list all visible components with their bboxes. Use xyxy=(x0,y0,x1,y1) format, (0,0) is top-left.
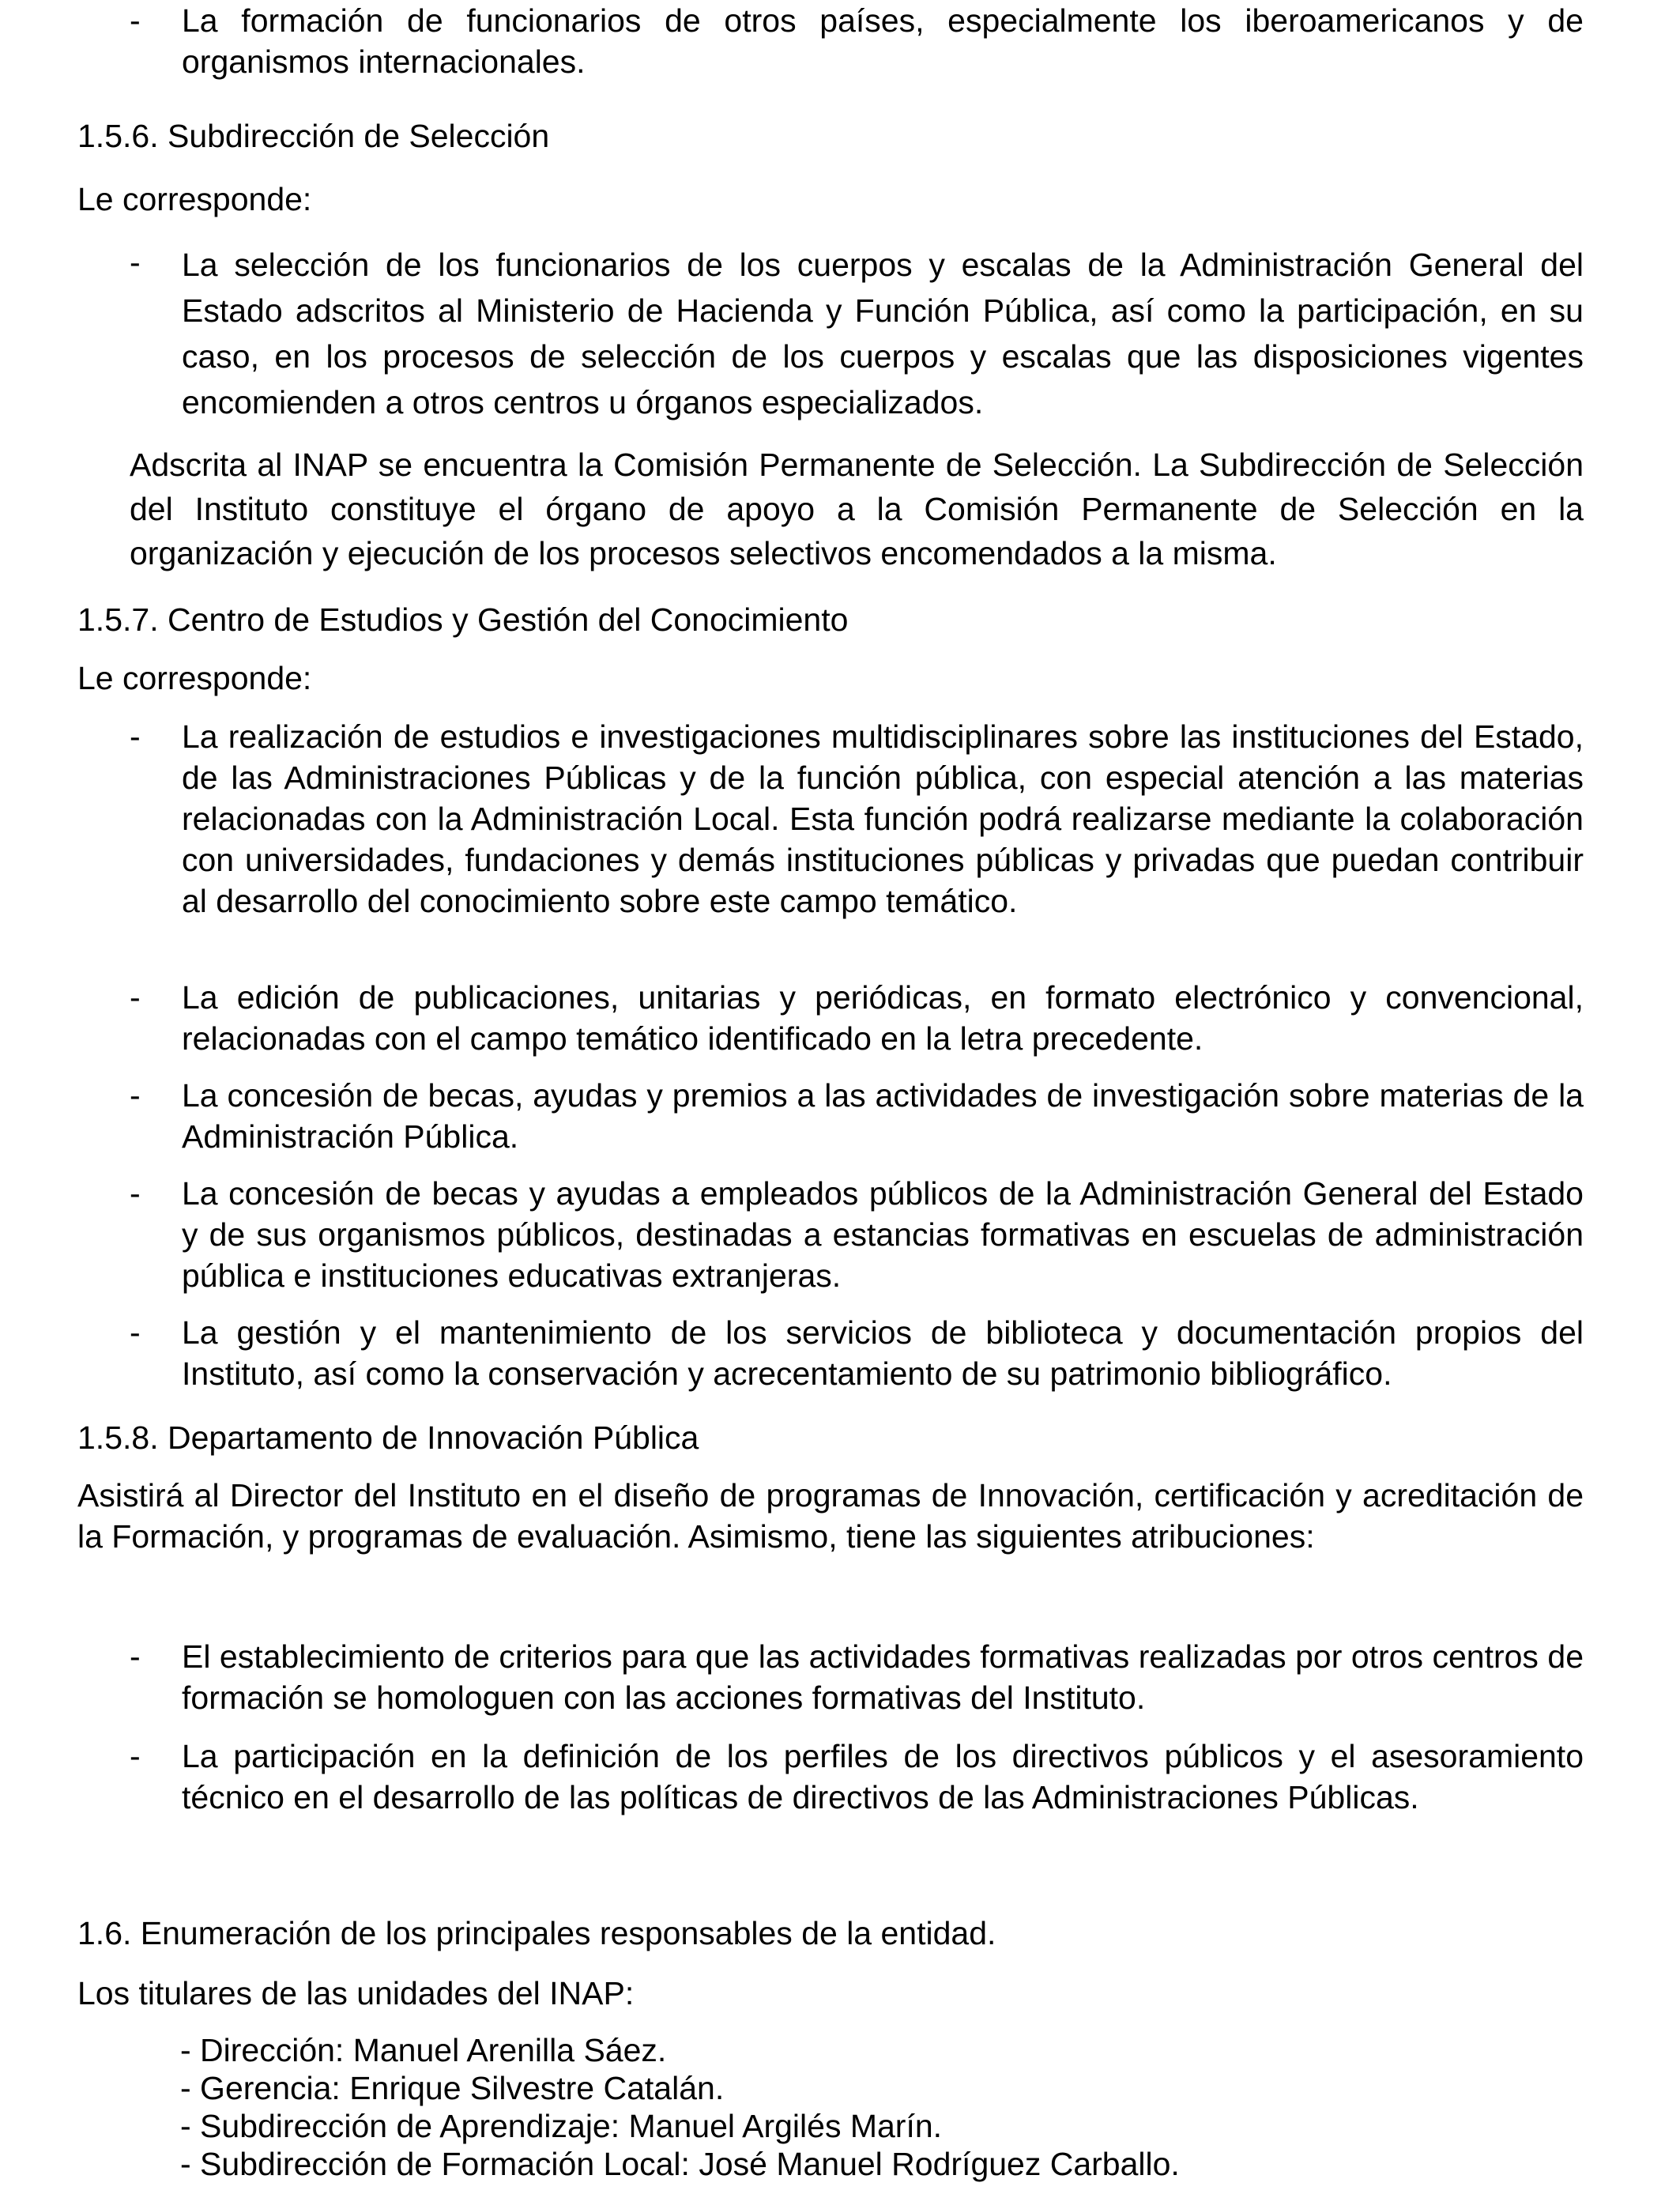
section-158-intro: Asistirá al Director del Instituto en el diseño de programas de Innovación, certificación y acreditación de la Formación, y programas de evaluación. Asimismo, tiene las siguientes atribuciones: xyxy=(77,1477,1584,1555)
bullet-dash: - xyxy=(130,1638,141,1675)
responsible-list-item: - Dirección: Manuel Arenilla Sáez. xyxy=(180,2032,667,2068)
responsible-name: Gerencia: Enrique Silvestre Catalán. xyxy=(200,2070,725,2106)
section-156-heading: 1.5.6. Subdirección de Selección xyxy=(77,118,550,154)
section-158-item: El establecimiento de criterios para que las actividades formativas realizadas por otros centros de formación se homologuen con las acciones formativas del Instituto. xyxy=(182,1638,1584,1716)
section-16-heading: 1.6. Enumeración de los principales responsables de la entidad. xyxy=(77,1915,996,1951)
section-157-heading: 1.5.7. Centro de Estudios y Gestión del Conocimiento xyxy=(77,601,849,638)
responsible-name: Subdirección de Aprendizaje: Manuel Argilés Marín. xyxy=(200,2108,943,2144)
section-157-item: La gestión y el mantenimiento de los servicios de biblioteca y documentación propios del Instituto, así como la conservación y acrecentamiento de su patrimonio bibliográfico. xyxy=(182,1314,1584,1392)
section-158-item: La participación en la definición de los perfiles de los directivos públicos y el asesoramiento técnico en el desarrollo de las políticas de directivos de las Administraciones Públicas. xyxy=(182,1738,1584,1815)
bullet-dash: - xyxy=(130,1175,141,1212)
section-156-item: La selección de los funcionarios de los cuerpos y escalas de la Administración General del Estado adscritos al Ministerio de Hacienda y Función Pública, así como la participación, en su caso, en los procesos de selección de los cuerpos y escalas que las disposiciones vigentes encomienden a otros centros u órganos especializados. xyxy=(182,247,1584,420)
section-157-item: La realización de estudios e investigaciones multidisciplinares sobre las instituciones del Estado, de las Administraciones Públicas y de la función pública, con especial atención a las materias relacionadas con la Administración Local. Esta función podrá realizarse mediante la colaboración con universidades, fundaciones y demás instituciones públicas y privadas que puedan contribuir al desarrollo del conocimiento sobre este campo temático. xyxy=(182,718,1584,919)
responsible-name: Dirección: Manuel Arenilla Sáez. xyxy=(200,2032,667,2068)
section-158-heading: 1.5.8. Departamento de Innovación Pública xyxy=(77,1419,699,1456)
bullet-dash: - xyxy=(130,718,141,755)
section-157-item: La concesión de becas, ayudas y premios a las actividades de investigación sobre materias de la Administración Pública. xyxy=(182,1077,1584,1155)
section-156-intro: Le corresponde: xyxy=(77,181,312,217)
bullet-dash: - xyxy=(130,1738,141,1774)
section-156-note: Adscrita al INAP se encuentra la Comisión Permanente de Selección. La Subdirección de Selección del Instituto constituye el órgano de apoyo a la Comisión Permanente de Selección en la organización y ejecución de los procesos selectivos encomendados a la misma. xyxy=(130,447,1584,571)
section-157-item: La edición de publicaciones, unitarias y periódicas, en formato electrónico y convencional, relacionadas con el campo temático identificado en la letra precedente. xyxy=(182,979,1584,1057)
bullet-dash: - xyxy=(130,1314,141,1351)
responsible-list-item: - Subdirección de Aprendizaje: Manuel Argilés Marín. xyxy=(180,2108,943,2144)
bullet-dash: - xyxy=(130,1077,141,1114)
responsible-list-item: - Gerencia: Enrique Silvestre Catalán. xyxy=(180,2070,725,2106)
section-157-item: La concesión de becas y ayudas a empleados públicos de la Administración General del Estado y de sus organismos públicos, destinadas a estancias formativas en escuelas de administración pública e instituciones educativas extranjeras. xyxy=(182,1175,1584,1294)
bullet-dash: - xyxy=(130,979,141,1016)
bullet-dash: - xyxy=(130,2,141,39)
responsible-name: Subdirección de Formación Local: José Manuel Rodríguez Carballo. xyxy=(200,2146,1180,2182)
responsible-list-item: - Subdirección de Formación Local: José Manuel Rodríguez Carballo. xyxy=(180,2146,1180,2182)
intro-list-item: La formación de funcionarios de otros países, especialmente los iberoamericanos y de organismos internacionales. xyxy=(182,2,1584,80)
section-157-intro: Le corresponde: xyxy=(77,660,312,696)
bullet-dash: - xyxy=(130,244,141,281)
section-16-intro: Los titulares de las unidades del INAP: xyxy=(77,1975,635,2011)
